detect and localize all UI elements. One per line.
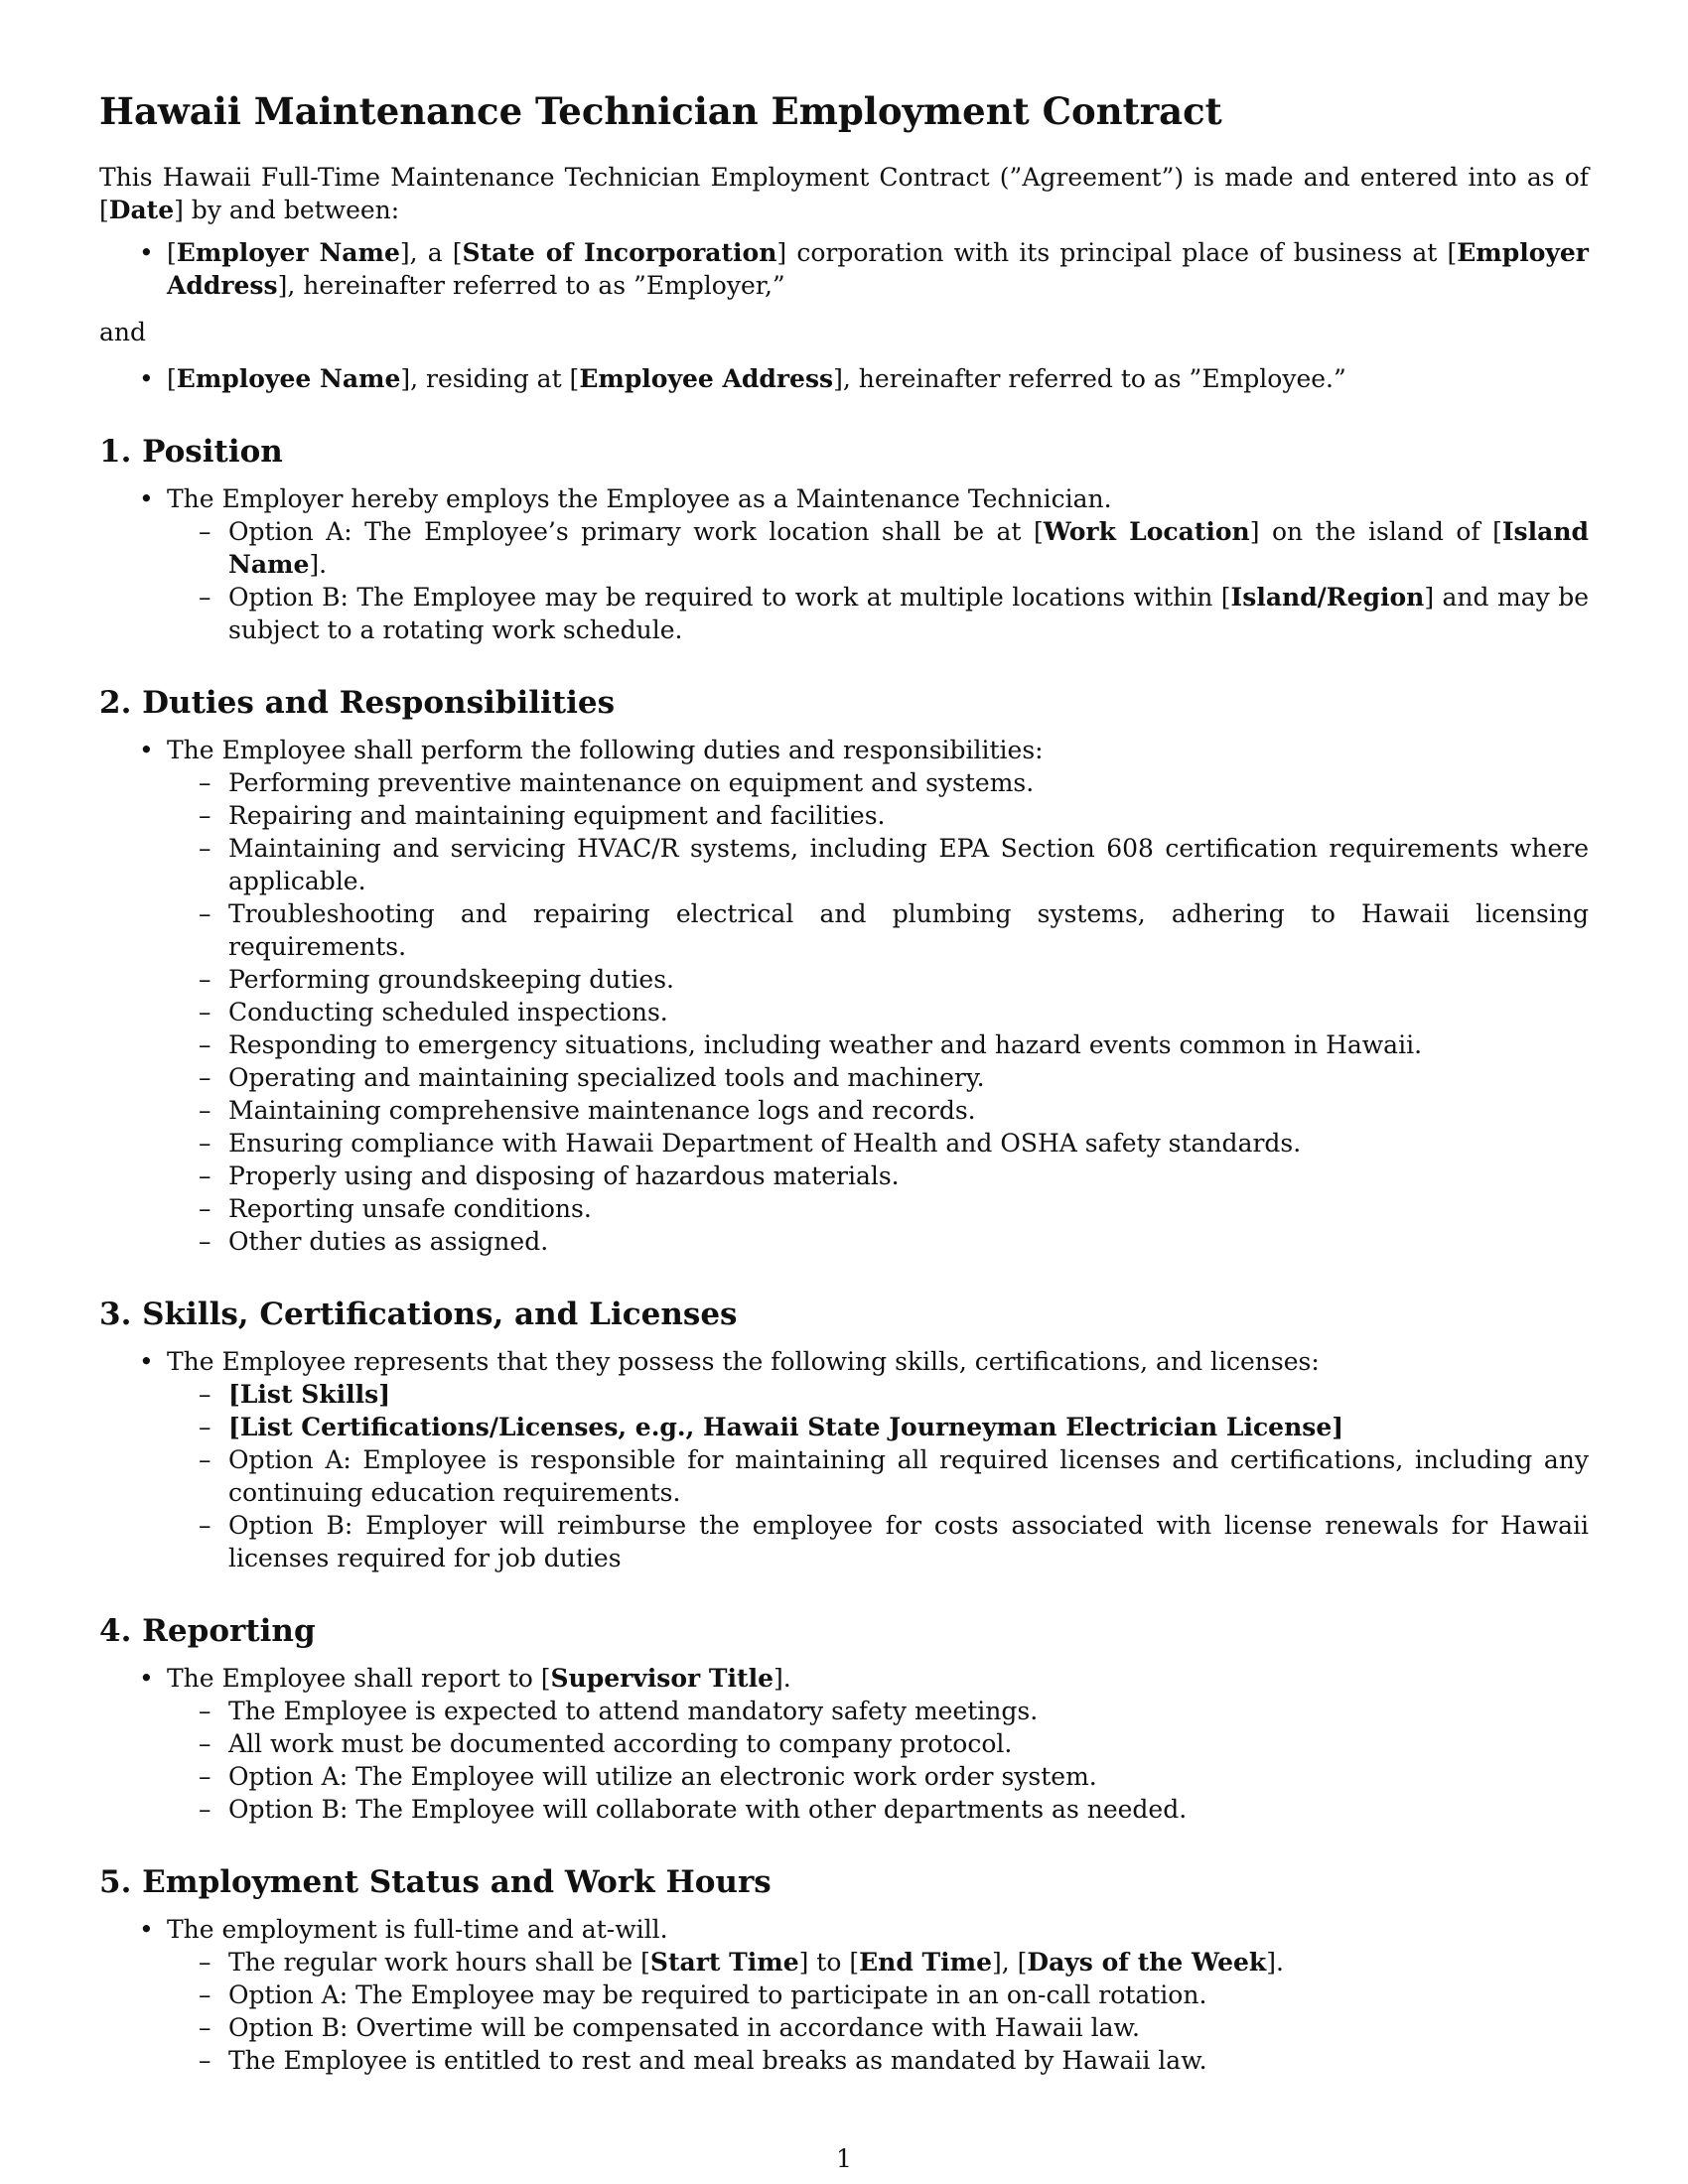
section-skills: [99, 1345, 1589, 1574]
section-heading-duties: 2. Duties and Responsibilities: [99, 685, 616, 721]
document-page: [99, 89, 1589, 2087]
sub-list: [167, 1695, 1589, 1826]
list-item: – Properly using and disposing of hazardous materials.: [228, 1160, 1589, 1192]
section-heading-position: 1. Position: [99, 434, 283, 470]
list-item: – Repairing and maintaining equipment and facilities.: [228, 799, 1589, 832]
list-item: – Performing groundskeeping duties.: [228, 963, 1589, 996]
section-employment-status: [99, 1913, 1589, 2077]
employee-address-placeholder: Employee Address: [579, 364, 834, 393]
list-item: – Option A: The Employee’s primary work location shall be at [Work Location] on the island of [Island Name].: [228, 515, 1589, 581]
sub-list: [167, 766, 1589, 1258]
list-item: – [List Skills]: [228, 1378, 1589, 1411]
list-item: – Option B: Employer will reimburse the employee for costs associated with license renewals for Hawaii licenses required for job duties: [228, 1509, 1589, 1574]
section-reporting: [99, 1662, 1589, 1826]
section-heading-employment-status: 5. Employment Status and Work Hours: [99, 1864, 772, 1900]
list-item: – Troubleshooting and repairing electrical and plumbing systems, adhering to Hawaii licensing requirements.: [228, 897, 1589, 963]
list-item: – [List Certifications/Licenses, e.g., Hawaii State Journeyman Electrician License]: [228, 1411, 1589, 1443]
employer-address-placeholder: Employer Address: [167, 238, 1589, 300]
document-title: Hawaii Maintenance Technician Employment Contract: [99, 89, 1222, 133]
list-item: – Option B: Overtime will be compensated in accordance with Hawaii law.: [228, 2011, 1589, 2044]
list-item: – Operating and maintaining specialized tools and machinery.: [228, 1061, 1589, 1094]
skills-placeholder: List Skills: [239, 1380, 379, 1409]
list-item: – Responding to emergency situations, including weather and hazard events common in Hawaii.: [228, 1028, 1589, 1061]
list-item: – The regular work hours shall be [Start Time] to [End Time], [Days of the Week].: [228, 1946, 1589, 1979]
list-item: – Option A: The Employee will utilize an electronic work order system.: [228, 1760, 1589, 1793]
list-item: – Option B: The Employee may be required to work at multiple locations within [Island/Region] and may be subject to a rotating work schedule.: [228, 581, 1589, 646]
work-location-placeholder: Work Location: [1043, 517, 1250, 546]
intro-paragraph: This Hawaii Full-Time Maintenance Technician Employment Contract (”Agreement”) is made and entered into as of [Date] by and between:: [99, 163, 1589, 224]
section-duties: [99, 734, 1589, 1258]
list-item: – Maintaining and servicing HVAC/R systems, including EPA Section 608 certification requirements where applicable.: [228, 832, 1589, 897]
list-item: – The Employee is entitled to rest and meal breaks as mandated by Hawaii law.: [228, 2044, 1589, 2077]
section-position: [99, 482, 1589, 646]
date-placeholder: Date: [108, 196, 175, 224]
list-item: • The Employer hereby employs the Employee as a Maintenance Technician. – Option A: The Employee’s primary work location shall be at [Work Location] on the island of [Island Name]. – Option B: The Employee may be required to work at multiple locations within [Island/Region] and may be subject to a rotating work schedule.: [167, 482, 1589, 646]
list-item: • The Employee shall perform the following duties and responsibilities: – Performing preventive maintenance on equipment and systems. – Repairing and maintaining equipment and facilities. – Maintaining and servicing HVAC/R systems, including EPA Section 608 certification requirements where applicable. – Troubleshooting and repairing electrical and plumbing systems, adhering to Hawaii licensing requirements. – Performing groundskeeping duties. – Conducting scheduled inspections. – Responding to emergency situations, including weather and hazard events common in Hawaii. – Operating and maintaining specialized tools and machinery. – Maintaining comprehensive maintenance logs and records. – Ensuring compliance with Hawaii Department of Health and OSHA safety standards. – Properly using and disposing of hazardous materials. – Reporting unsafe conditions. – Other duties as assigned.: [167, 734, 1589, 1258]
list-item: – The Employee is expected to attend mandatory safety meetings.: [228, 1695, 1589, 1727]
section-heading-skills: 3. Skills, Certifications, and Licenses: [99, 1297, 738, 1332]
list-item: – Reporting unsafe conditions.: [228, 1192, 1589, 1225]
list-item: – Option B: The Employee will collaborate with other departments as needed.: [228, 1793, 1589, 1826]
sub-list: [167, 515, 1589, 646]
island-name-placeholder: Island Name: [228, 517, 1589, 579]
supervisor-placeholder: Supervisor Title: [550, 1664, 774, 1693]
list-item: • The Employee shall report to [Supervisor Title]. – The Employee is expected to attend mandatory safety meetings. – All work must be documented according to company protocol. – Option A: The Employee will utilize an electronic work order system. – Option B: The Employee will collaborate with other departments as needed.: [167, 1662, 1589, 1826]
and-connector: and: [99, 318, 147, 346]
certifications-placeholder: List Certifications/Licenses, e.g., Hawaii State Journeyman Electrician License: [239, 1413, 1333, 1441]
list-item: – Maintaining comprehensive maintenance logs and records.: [228, 1094, 1589, 1127]
sub-list: [167, 1378, 1589, 1574]
party-list-employer: [99, 236, 1589, 302]
list-item: – All work must be documented according to company protocol.: [228, 1727, 1589, 1760]
party-employer: • [Employer Name], a [State of Incorporation] corporation with its principal place of business at [Employer Address], hereinafter referred to as ”Employer,”: [167, 236, 1589, 302]
list-item: • The employment is full-time and at-will. – The regular work hours shall be [Start Time] to [End Time], [Days of the Week]. – Option A: The Employee may be required to participate in an on-call rotation. – Option B: Overtime will be compensated in accordance with Hawaii law. – The Employee is entitled to rest and meal breaks as mandated by Hawaii law.: [167, 1913, 1589, 2077]
page-number: 1: [836, 2144, 852, 2173]
state-placeholder: State of Incorporation: [462, 238, 777, 267]
party-employee: • [Employee Name], residing at [Employee Address], hereinafter referred to as ”Employee.”: [167, 362, 1589, 395]
days-placeholder: Days of the Week: [1027, 1948, 1267, 1977]
island-region-placeholder: Island/Region: [1230, 583, 1425, 612]
start-time-placeholder: Start Time: [649, 1948, 799, 1977]
employer-name-placeholder: Employer Name: [176, 238, 400, 267]
list-item: – Other duties as assigned.: [228, 1225, 1589, 1258]
list-item: • The Employee represents that they possess the following skills, certifications, and licenses: – [List Skills] – [List Certifications/Licenses, e.g., Hawaii State Journeyman Electrician License] – Option A: Employee is responsible for maintaining all required licenses and certifications, including any continuing education requirements. – Option B: Employer will reimburse the employee for costs associated with license renewals for Hawaii licenses required for job duties: [167, 1345, 1589, 1574]
list-item: – Ensuring compliance with Hawaii Department of Health and OSHA safety standards.: [228, 1127, 1589, 1160]
list-item: – Conducting scheduled inspections.: [228, 996, 1589, 1028]
list-item: – Option A: Employee is responsible for maintaining all required licenses and certifications, including any continuing education requirements.: [228, 1443, 1589, 1509]
end-time-placeholder: End Time: [859, 1948, 992, 1977]
party-list-employee: [99, 362, 1589, 395]
sub-list: [167, 1946, 1589, 2077]
section-heading-reporting: 4. Reporting: [99, 1613, 316, 1649]
list-item: – Performing preventive maintenance on equipment and systems.: [228, 766, 1589, 799]
employee-name-placeholder: Employee Name: [176, 364, 401, 393]
list-item: – Option A: The Employee may be required to participate in an on-call rotation.: [228, 1979, 1589, 2011]
